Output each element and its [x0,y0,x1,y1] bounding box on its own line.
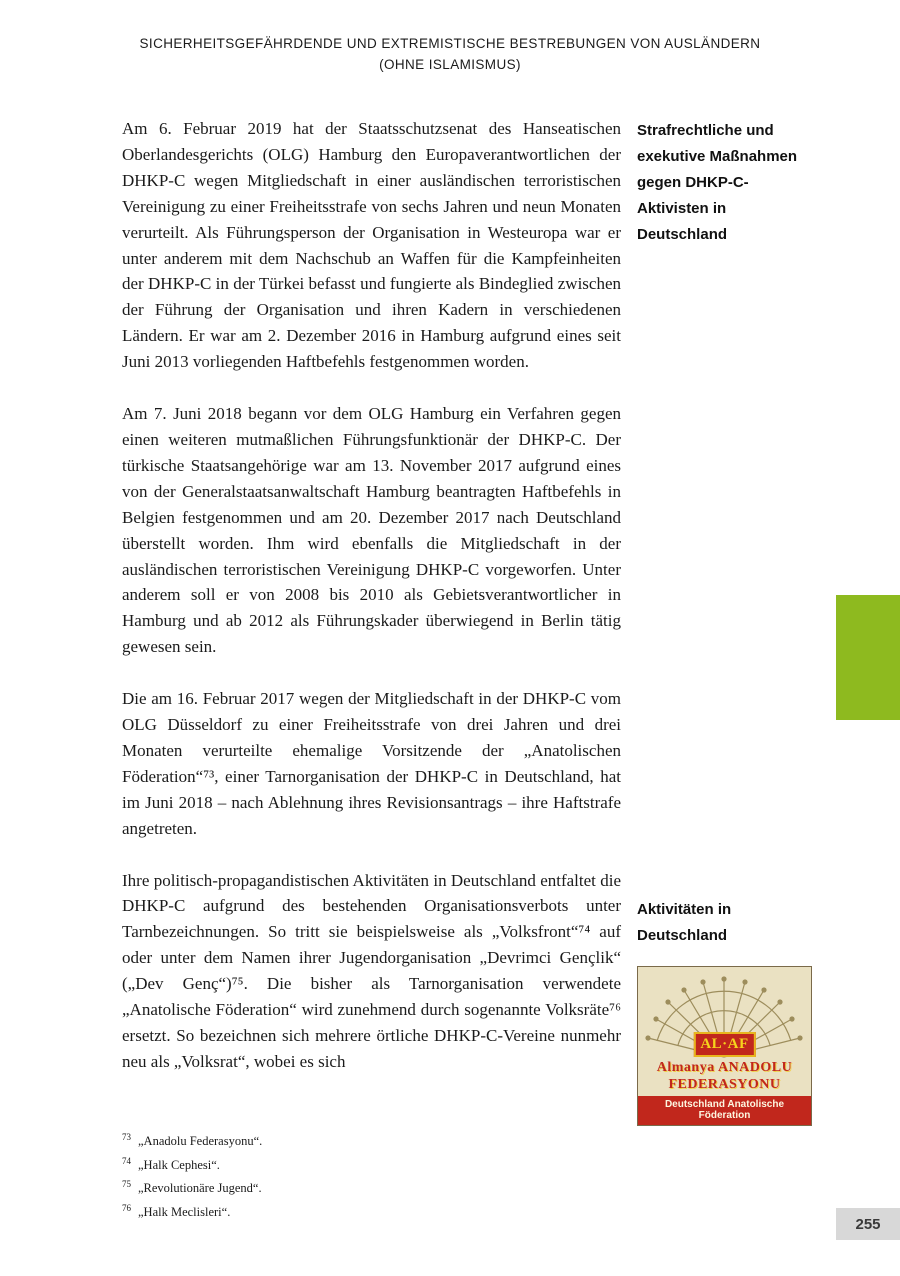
footnote-text: „Halk Meclisleri“. [138,1205,231,1220]
footnote-76 [122,1199,621,1223]
chapter-marker-green-tab [836,595,900,720]
alaf-federation-logo [637,966,812,1126]
footnote-number: 76 [122,1202,131,1213]
footnote-text: „Halk Cephesi“. [138,1157,220,1172]
paragraph-olg-duesseldorf: Die am 16. Februar 2017 wegen der Mitgliedschaft in der DHKP-C vom OLG Düsseldorf zu einer Freiheitsstrafe von drei Jahren und drei Monaten verurteilte ehemalige Vorsitzende der „Anatolischen Föderation“⁷³, einer Tarnorganisation der DHKP-C in Deutschland, hat im Juni 2018 – nach Ablehnung ihres Revisionsantrags – ihre Haftstrafe angetreten. [122,689,621,838]
footnote-74 [122,1152,621,1176]
header-line-2: (OHNE ISLAMISMUS) [379,57,521,72]
logo-title-line-2: FEDERASYONU [668,1077,781,1092]
page-header [0,33,900,75]
footnote-number: 74 [122,1155,131,1166]
paragraph-olg-hamburg-verfahren: Am 7. Juni 2018 begann vor dem OLG Hamburg ein Verfahren gegen einen weiteren mutmaßlichen Führungsfunktionär der DHKP-C. Der türkische Staatsangehörige war am 13. November 2017 aufgrund eines von der Generalstaatsanwaltschaft Hamburg beantragten Haftbefehls in Belgien festgenommen und am 20. Dezember 2017 nach Deutschland überstellt worden. Ihm wird ebenfalls die Mitgliedschaft in der ausländischen terroristischen Vereinigung DHKP-C vorgeworfen. Unter anderem soll er von 2008 bis 2010 als Gebietsverantwortlicher in Hamburg und ab 2012 als Führungskader überwiegend in Berlin tätig gewesen sein. [122,404,621,657]
paragraph-olg-hamburg-urteil: Am 6. Februar 2019 hat der Staatsschutzsenat des Hanseatischen Oberlandesgerichts (OLG) Hamburg den Europaverantwortlichen der DHKP-C wegen Mitgliedschaft in einer ausländischen terroristischen Vereinigung zu einer Freiheitsstrafe von sechs Jahren und neun Monaten verurteilt. Als Führungsperson der Organisation in Westeuropa war er unter anderem mit dem Nachschub an Waffen für die Kampfeinheiten der DHKP-C in der Türkei befasst und fungierte als Bindeglied zwischen der Führung der Organisation und ihren Kadern in verschiedenen Ländern. Er war am 2. Dezember 2016 in Hamburg aufgrund eines seit Juni 2013 vorliegenden Haftbefehls festgenommen worden. [122,119,621,372]
body-text-column [122,116,621,1101]
footnote-73 [122,1128,621,1152]
footnotes [122,1128,621,1223]
footnote-number: 73 [122,1132,131,1142]
footnote-text: „Anadolu Federasyonu“. [138,1134,263,1149]
logo-title-line-1: Almanya ANADOLU [656,1060,793,1075]
footnote-75 [122,1175,621,1199]
margin-note-strafrechtliche-massnahmen: Strafrechtliche und exekutive Maßnahmen gegen DHKP-C-Aktivisten in Deutschland [637,122,798,243]
paragraph-aktivitaeten: Ihre politisch-propagandistischen Aktivitäten in Deutschland entfaltet die DHKP-C aufgrund des bestehenden Organisationsverbots unter Tarnbezeichnungen. So tritt sie beispielsweise als „Volksfront“⁷⁴ auf oder unter dem Namen ihrer Jugendorganisation „Devrimci Gençlik“ („Dev Genç“)⁷⁵. Die bisher als Tarnorganisation verwendete „Anatolische Föderation“ wird zunehmend durch sogenannte Volksräte⁷⁶ ersetzt. So bezeichnen sich mehrere örtliche DHKP-C-Vereine nunmehr neu als „Volksrat“, wobei es sich [122,870,621,1071]
footnote-number: 75 [122,1179,131,1190]
margin-note-aktivitaeten-deutschland: Aktivitäten in Deutschland [637,901,732,944]
header-line-1: SICHERHEITSGEFÄHRDENDE UND EXTREMISTISCHE BESTREBUNGEN VON AUSLÄNDERN [139,36,761,51]
footnote-text: „Revolutionäre Jugend“. [138,1181,262,1196]
logo-banner: Deutschland Anatolische Föderation [638,1096,811,1125]
page-number-badge: 255 [836,1208,900,1240]
logo-ornament [638,967,811,1059]
logo-acronym-box: AL·AF [693,1032,755,1057]
